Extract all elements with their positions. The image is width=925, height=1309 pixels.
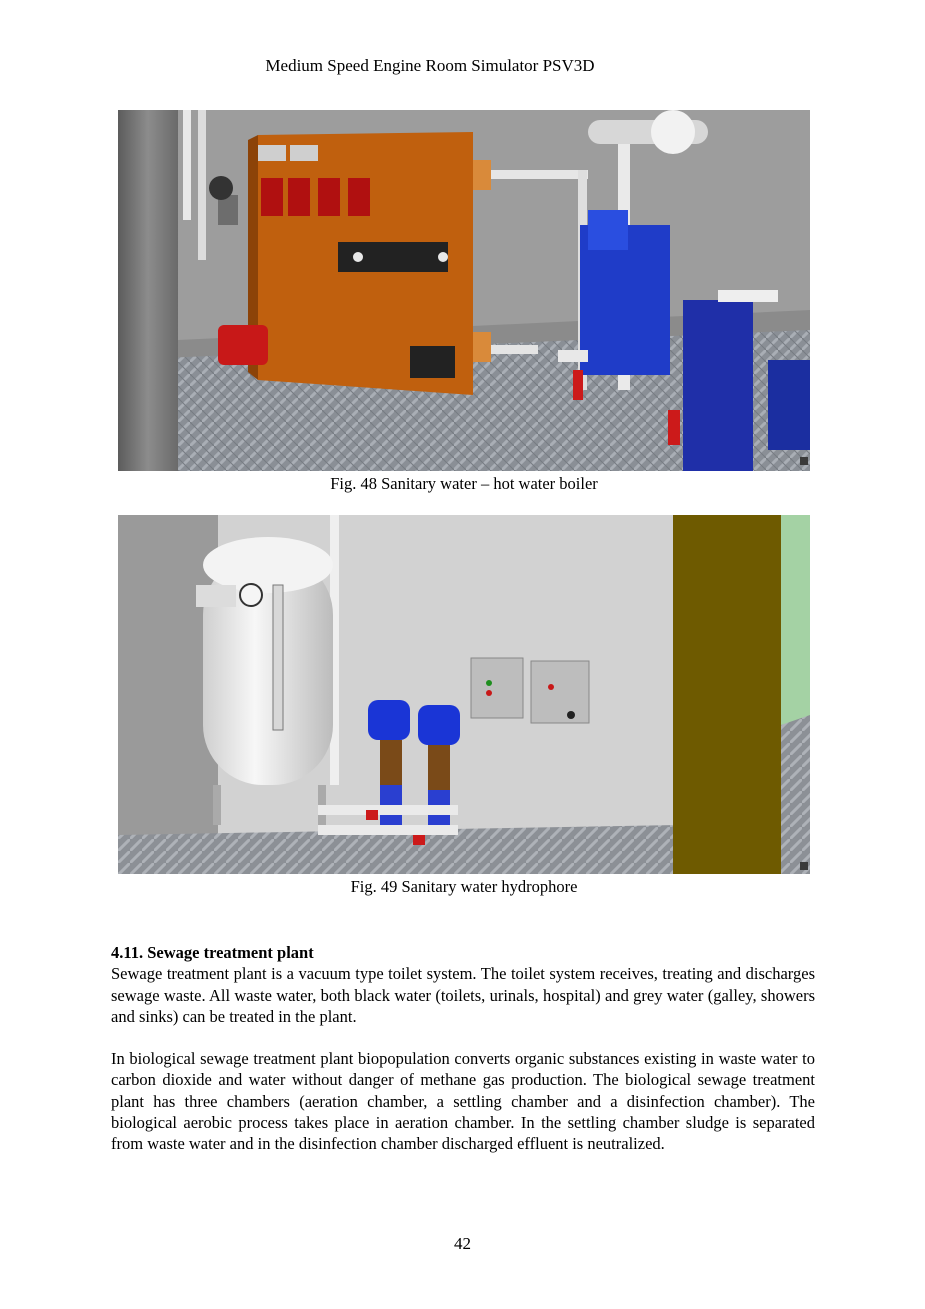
control-panel-2 bbox=[531, 661, 589, 723]
page-header: Medium Speed Engine Room Simulator PSV3D bbox=[265, 56, 595, 75]
pump-2 bbox=[418, 705, 460, 745]
level-gauge bbox=[273, 585, 283, 730]
sewage-treatment-section bbox=[111, 942, 815, 1155]
large-tank bbox=[118, 110, 178, 471]
boiler-illustration bbox=[118, 110, 810, 471]
pump-1 bbox=[368, 700, 410, 740]
figure-hydrophore bbox=[118, 515, 810, 874]
figure-49-caption: Fig. 49 Sanitary water hydrophore bbox=[350, 877, 578, 896]
figure-48-caption: Fig. 48 Sanitary water – hot water boiler bbox=[330, 474, 598, 493]
burner bbox=[218, 325, 268, 365]
heat-exchanger bbox=[683, 300, 753, 471]
hydrophore-illustration bbox=[118, 515, 810, 874]
figure-hot-water-boiler bbox=[118, 110, 810, 471]
page-number: 42 bbox=[454, 1234, 471, 1253]
section-heading: 4.11. Sewage treatment plant bbox=[111, 943, 314, 962]
pressure-gauge bbox=[240, 584, 262, 606]
control-panel-1 bbox=[471, 658, 523, 718]
paragraph-1: Sewage treatment plant is a vacuum type toilet system. The toilet system receives, treating and discharges sewage waste. All waste water, both black water (toilets, urinals, hospital) and grey water (galley, showers and sinks) can be treated in the plant. bbox=[111, 964, 815, 1026]
boiler-hatch bbox=[410, 346, 455, 378]
door-frame bbox=[673, 515, 781, 874]
paragraph-2: In biological sewage treatment plant biopopulation converts organic substances existing in waste water to carbon dioxide and water without danger of methane gas production. The biological sewage treatment plant has three chambers (aeration chamber, a settling chamber and a disinfection chamber). The biological aerobic process takes place in aeration chamber. In the settling chamber sludge is separated from waste water and in the disinfection chamber discharged effluent is neutralized. bbox=[111, 1049, 815, 1154]
